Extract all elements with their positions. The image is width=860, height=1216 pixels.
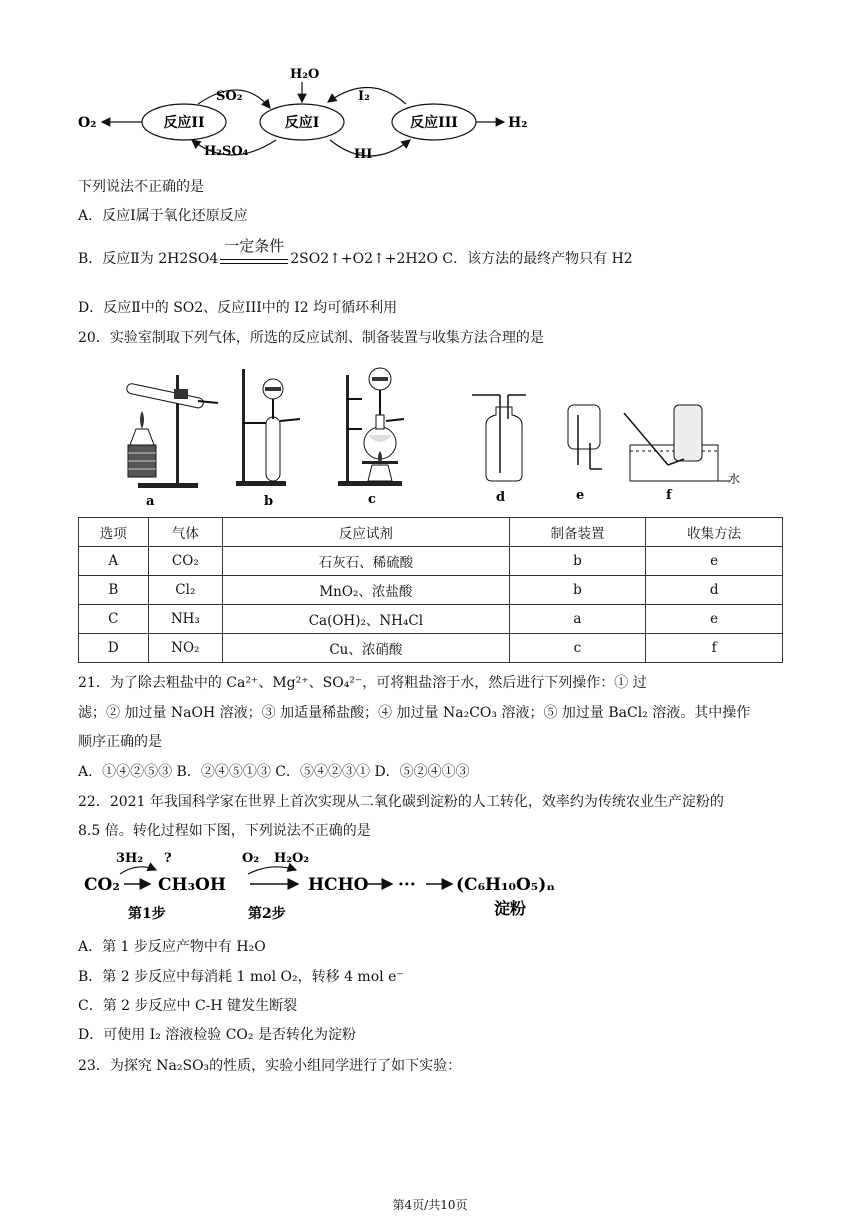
table-cell: NO₂	[148, 634, 223, 663]
starch-conversion-flow	[80, 848, 560, 928]
hi-label: HI	[354, 147, 373, 162]
step1-curve	[120, 867, 156, 874]
table-cell: Ca(OH)₂、NH₄Cl	[223, 605, 510, 634]
q21-line3: 顺序正确的是	[78, 734, 162, 750]
q21-line1: 21．为了除去粗盐中的 Ca²⁺、Mg²⁺、SO₄²⁻，可将粗盐溶于水，然后进行下列操作：① 过	[78, 675, 647, 691]
label-d: d	[496, 490, 506, 505]
q19-b-right: 2SO2↑+O2↑+2H2O C．该方法的最终产物只有 H2	[290, 251, 633, 267]
table-row	[79, 547, 783, 576]
table-header-cell: 反应试剂	[223, 518, 510, 547]
q20-stem: 20．实验室制取下列气体，所选的反应试剂、制备装置与收集方法合理的是	[78, 330, 544, 346]
table-cell: b	[509, 547, 646, 576]
starch-label: 淀粉	[494, 899, 527, 918]
ellipsis-label: ···	[398, 875, 416, 895]
table-header-cell: 选项	[79, 518, 149, 547]
q22-option-a: A．第 1 步反应产物中有 H₂O	[78, 939, 266, 955]
q22-line1: 22．2021 年我国科学家在世界上首次实现从二氧化碳到淀粉的人工转化，效率约为传统农业生产淀粉的	[78, 794, 724, 810]
table-cell: a	[509, 605, 646, 634]
table-cell: Cl₂	[148, 576, 223, 605]
reaction-II-label: 反应II	[163, 115, 205, 131]
apparatus-a	[126, 375, 218, 488]
i2-label: I₂	[358, 89, 370, 104]
q19-option-b	[78, 237, 633, 269]
apparatus-figure	[118, 355, 744, 510]
label-e: e	[576, 488, 585, 503]
o2-label: O₂	[78, 115, 97, 131]
condition-label: 一定条件	[224, 237, 285, 255]
o2-reagent: O₂	[242, 851, 260, 866]
table-cell: NH₃	[148, 605, 223, 634]
table-cell: 石灰石、稀硫酸	[223, 547, 510, 576]
page-footer: 第4页/共10页	[392, 1198, 468, 1212]
table-cell: C	[79, 605, 149, 634]
table-cell: Cu、浓硝酸	[223, 634, 510, 663]
unknown-product: ?	[164, 851, 172, 866]
label-b: b	[264, 494, 274, 509]
starch-formula: (C₆H₁₀O₅)ₙ	[456, 875, 556, 895]
q22-line2: 8.5 倍。转化过程如下图，下列说法不正确的是	[78, 823, 371, 839]
h2o2-product: H₂O₂	[274, 851, 309, 866]
table-cell: d	[646, 576, 783, 605]
q19-option-a: A．反应Ⅰ属于氧化还原反应	[78, 208, 248, 224]
table-cell: CO₂	[148, 547, 223, 576]
table-header-cell: 制备装置	[509, 518, 646, 547]
table-header-row	[79, 518, 783, 547]
options-table	[78, 517, 783, 663]
table-cell: D	[79, 634, 149, 663]
q23-stem: 23．为探究 Na₂SO₃的性质，实验小组同学进行了如下实验：	[78, 1058, 462, 1074]
q19-option-d: D．反应Ⅱ中的 SO2、反应III中的 I2 均可循环利用	[78, 300, 398, 316]
label-f: f	[666, 488, 672, 503]
label-c: c	[368, 492, 376, 507]
table-cell: A	[79, 547, 149, 576]
so2-label: SO₂	[216, 89, 243, 104]
h2o-label: H₂O	[290, 67, 320, 82]
table-cell: c	[509, 634, 646, 663]
q21-options: A．①④②⑤③ B．②④⑤①③ C．⑤④②③① D．⑤②④①③	[78, 764, 470, 780]
h2-label: H₂	[508, 115, 528, 131]
step2-label: 第2步	[248, 906, 286, 922]
table-cell: b	[509, 576, 646, 605]
reaction-I-label: 反应I	[284, 115, 320, 131]
apparatus-f	[624, 405, 740, 486]
apparatus-e	[568, 405, 602, 469]
table-header-cell: 收集方法	[646, 518, 783, 547]
apparatus-d	[472, 395, 526, 481]
table-row	[79, 605, 783, 634]
step2-curve	[248, 867, 296, 874]
table-cell: B	[79, 576, 149, 605]
ch3oh-label: CH₃OH	[158, 875, 226, 895]
table-row	[79, 634, 783, 663]
h2-reagent: 3H₂	[116, 851, 144, 866]
water-label: 水	[728, 472, 741, 486]
q22-option-d: D．可使用 I₂ 溶液检验 CO₂ 是否转化为淀粉	[78, 1027, 356, 1043]
step1-label: 第1步	[128, 906, 166, 922]
apparatus-c	[338, 368, 404, 486]
apparatus-b	[236, 369, 300, 486]
table-cell: MnO₂、浓盐酸	[223, 576, 510, 605]
condition-arrow	[220, 237, 288, 269]
co2-label: CO₂	[84, 875, 120, 895]
q19-stem: 下列说法不正确的是	[78, 179, 204, 195]
table-cell: f	[646, 634, 783, 663]
hcho-label: HCHO	[308, 875, 369, 895]
q21-line2: 滤；② 加过量 NaOH 溶液；③ 加适量稀盐酸；④ 加过量 Na₂CO₃ 溶液；⑤ 加过量 BaCl₂ 溶液。其中操作	[78, 705, 751, 721]
label-a: a	[146, 494, 155, 509]
q22-option-b: B．第 2 步反应中每消耗 1 mol O₂，转移 4 mol e⁻	[78, 969, 404, 985]
table-cell: e	[646, 605, 783, 634]
table-header-cell: 气体	[148, 518, 223, 547]
q22-option-c: C．第 2 步反应中 C-H 键发生断裂	[78, 998, 298, 1014]
q19-b-left: B．反应Ⅱ为 2H2SO4	[78, 251, 219, 267]
h2so4-label: H₂SO₄	[204, 144, 249, 159]
table-cell: e	[646, 547, 783, 576]
reaction-III-label: 反应III	[410, 115, 458, 131]
table-row	[79, 576, 783, 605]
reaction-cycle-diagram	[70, 60, 540, 170]
